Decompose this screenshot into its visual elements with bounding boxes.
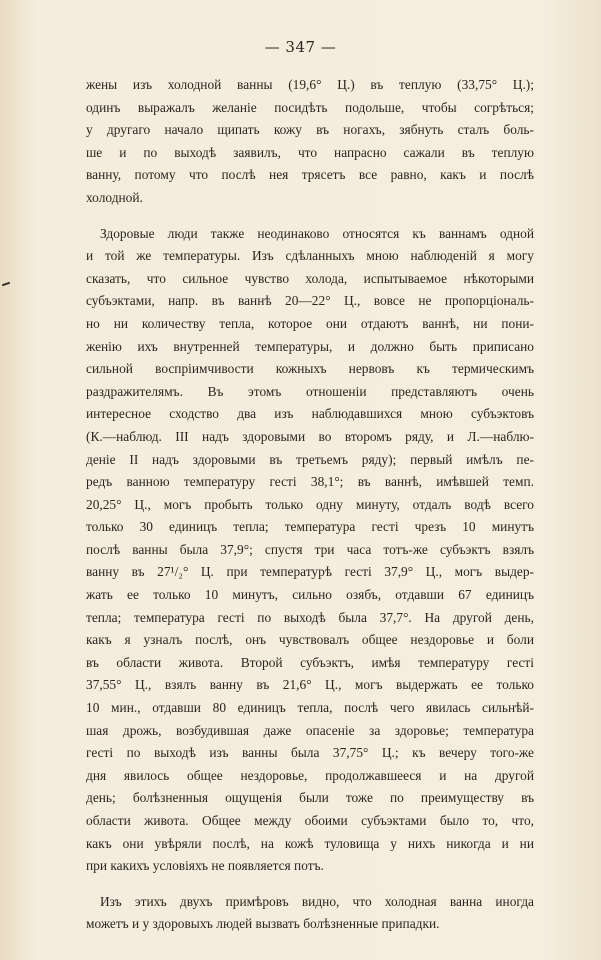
text-line: ванну, потому что послѣ нея трясетъ все равно, какъ и послѣ [86, 167, 534, 183]
text-line: гесті по выходѣ изъ ванны была 37,75° Ц.; къ вечеру того-же [86, 745, 534, 761]
page-number: — 347 — [264, 38, 337, 56]
text-line: день; болѣзненныя ощущенія были тоже по преимуществу въ [86, 790, 534, 806]
text-line: и той же температуры. Изъ сдѣланныхъ мною наблюденій я могу [86, 248, 534, 264]
text-line: (К.—наблюд. III надъ здоровыми во второмъ ряду, и Л.—наблю- [86, 428, 534, 444]
text-line: 37,55° Ц., взялъ ванну въ 21,6° Ц., могъ выдержать ее только [86, 677, 534, 693]
text-line: какъ я узналъ послѣ, онъ чувствовалъ общее нездоровье и боли [86, 632, 534, 648]
text-line: 20,25° Ц., могъ пробыть только одну минуту, отдалъ водѣ всего [86, 496, 534, 512]
text-line: только 30 единицъ тепла; температура гесті чрезъ 10 минутъ [86, 519, 534, 535]
text-line: жены изъ холодной ванны (19,6° Ц.) въ теплую (33,75° Ц.); [86, 77, 534, 92]
text-line: раздражителямъ. Въ этомъ отношеніи представляютъ очень [86, 383, 534, 399]
text-line: одинъ выражалъ желаніе посидѣть подольше, чтобы согрѣться; [86, 99, 534, 115]
paragraph [86, 223, 534, 878]
margin-mark [2, 282, 10, 287]
text-line: дня явилось общее нездоровье, продолжавшееся и на другой [86, 767, 534, 783]
text-line: сказать, что сильное чувство холода, испытываемое нѣкоторыми [86, 270, 534, 286]
text-line: въ области живота. Второй субъэктъ, имѣя температуру гесті [86, 654, 534, 670]
paragraph-gap [86, 878, 534, 891]
paragraph [86, 891, 534, 936]
paragraph [86, 74, 534, 210]
text-line: деніе II надъ здоровыми въ третьемъ ряду); первый имѣлъ пе- [86, 451, 534, 467]
text-line: Изъ этихъ двухъ примѣровъ видно, что холодная ванна иногда [100, 893, 534, 909]
text-line: какъ они увѣряли послѣ, на кожѣ туловища у нихъ никогда и ни [86, 835, 534, 851]
text-line: ванну въ 27¹/₂° Ц. при температурѣ гесті 37,9° Ц., могъ выдер- [86, 564, 534, 580]
text-line: сильной воспріимчивости кожныхъ нервовъ къ термическимъ [86, 361, 534, 377]
text-line: ше и по выходѣ заявилъ, что напрасно сажали въ теплую [86, 144, 534, 160]
paragraph-gap [86, 210, 534, 223]
text-line: можетъ и у здоровыхъ людей вызвать болѣзненные припадки. [86, 916, 440, 932]
text-line: субъэктами, напр. въ ваннѣ 20—22° Ц., вовсе не пропорціональ- [86, 293, 534, 309]
text-line: тепла; температура гесті по выходѣ была 37,7°. На другой день, [86, 609, 534, 625]
text-line: редъ ванною температуру гесті 38,1°; въ ваннѣ, имѣвшей темп. [86, 474, 534, 490]
text-line: жать ее только 10 минутъ, сильно озябъ, отдавши 67 единицъ [86, 587, 534, 603]
text-line: интересное сходство два изъ наблюдавшихся мною субъэктовъ [86, 406, 534, 422]
text-line: холодной. [86, 189, 143, 205]
text-line: при какихъ условіяхъ не появляется потъ. [86, 858, 324, 874]
text-line: 10 мин., отдавши 80 единицъ тепла, послѣ чего явилась сильнѣй- [86, 700, 534, 716]
page-body-text [86, 74, 534, 936]
text-line: области живота. Общее между обоими субъэктами было то, что, [86, 813, 534, 828]
text-line: шая дрожь, возбудившая даже опасеніе за здоровье; температура [86, 722, 534, 738]
text-line: Здоровые люди также неодинаково относятся къ ваннамъ одной [100, 225, 534, 241]
text-line: у другаго начало щипать кожу въ ногахъ, зябнуть сталъ боль- [86, 122, 534, 138]
text-line: послѣ ванны была 37,9°; спустя три часа тотъ-же субъэктъ взялъ [86, 541, 534, 557]
text-line: женію ихъ внутренней температуры, и должно быть приписано [86, 338, 534, 354]
text-line: но ни количеству тепла, которое они отдаютъ ваннѣ, ни пони- [86, 315, 534, 331]
